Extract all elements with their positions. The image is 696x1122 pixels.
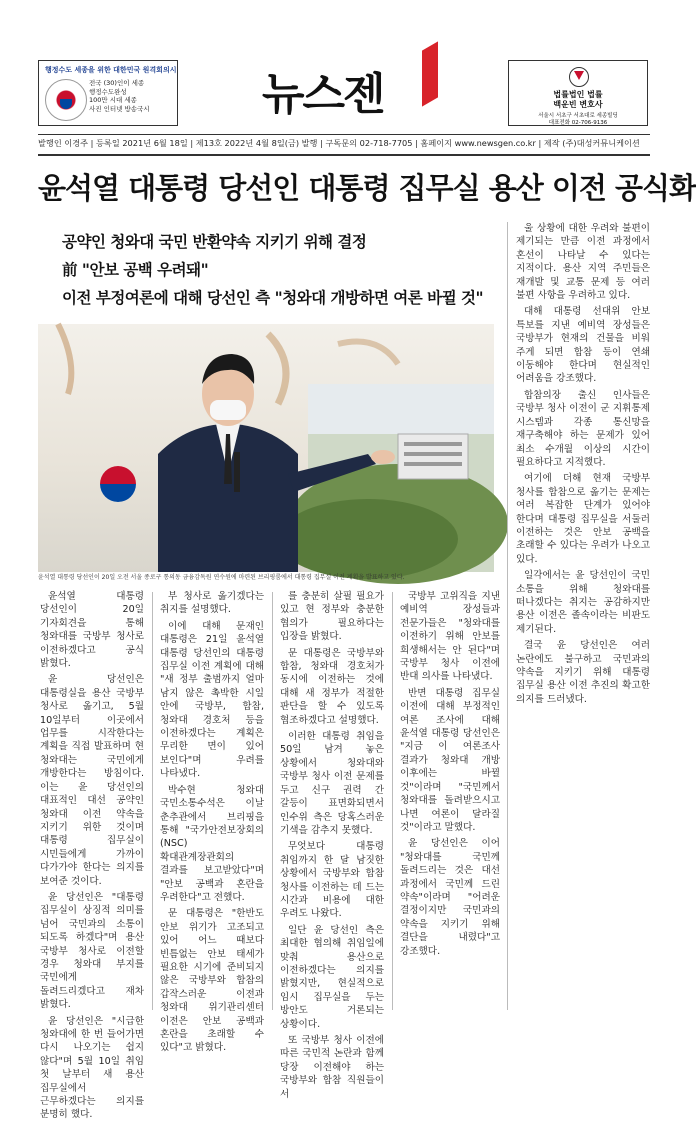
- column-divider: [272, 592, 273, 1010]
- paragraph: 윤 당선인은 "시급한 청와대에 한 번 들어가면 다시 나오기는 쉽지 않다"며 5월 10일 취임 첫 날부터 새 용산 집무실에서 근무하겠다는 의지를 분명히 했다.: [40, 1015, 144, 1121]
- paragraph: 반면 대통령 집무실 이전에 대해 부정적인 여론 조사에 대해 윤석열 대통령 당선인은 "지금 이 여론조사 결과가 청와대 개방 이후에는 바뀔 것"이라며 "국민께서 청와대를 돌려받으시고 나면 여론이 달라질 것"이라고 말했다.: [400, 687, 500, 833]
- photo-caption: 윤석열 대통령 당선인이 20일 오전 서울 종로구 통의동 금융감독원 연수원에 마련된 브리핑룸에서 대통령 집무실 이전 계획을 발표하고 있다.: [38, 574, 405, 581]
- ad-left-line: 사진 인터넷 방송국시: [89, 104, 150, 113]
- headline: 윤석열 대통령 당선인 대통령 집무실 용산 이전 공식화: [38, 171, 696, 205]
- article-column-3: [280, 590, 384, 1100]
- article-photo: [38, 324, 494, 572]
- paragraph: 일단 윤 당선인 측은 최대한 협의해 취임일에 맞춰 용산으로 이전하겠다는 의지를 밝혔지만, 현실적으로 임시 집무실을 두는 방안도 거론되는 상황이다.: [280, 924, 384, 1030]
- paragraph: 윤석열 대통령 당선인이 20일 기자회견을 통해 청와대를 국방부 청사로 이전하겠다고 공식 밝혔다.: [40, 591, 144, 670]
- paragraph: 박수현 청와대 국민소통수석은 이날 춘추관에서 브리핑을 통해 "국가안전보장회의(NSC) 확대관계장관회의 결과를 보고받았다"며 "안보 공백과 혼란을 우려한다"고 전했다.: [160, 784, 264, 903]
- paragraph: 문 대통령은 "한반도 안보 위기가 고조되고 있어 어느 때보다 빈틈없는 안보 태세가 필요한 시기에 준비되지 않은 국방부와 합참의 갑작스러운 이전과 청와대 위기관리센터 이전은 안보 공백과 혼란을 초래할 수 있다"고 밝혔다.: [160, 908, 264, 1054]
- column-divider: [392, 592, 393, 1010]
- paragraph: 국방부 고위직을 지낸 예비역 장성들과 전문가들은 "청와대를 이전하기 위해 안보를 희생해서는 안 된다"며 국방부 청사 이전에 반대 의사를 나타냈다.: [400, 591, 500, 683]
- article-column-2: [160, 590, 264, 1054]
- subhead: 이전 부정여론에 대해 당선인 측 "청와대 개방하면 여론 바뀔 것": [62, 288, 484, 307]
- seal-icon: [569, 67, 589, 87]
- ad-banner-left: [38, 60, 178, 126]
- paragraph: 대해 대통령 선대위 안보 특보를 지낸 예비역 장성들은 국방부가 현재의 건물을 비워 주게 되면 합참 등이 연쇄 이동해야 한다며 현실적인 어려움을 강조했다.: [516, 306, 650, 385]
- ad-left-line: 100만 시대 세종: [89, 96, 137, 105]
- paragraph: 울 상황에 대한 우려와 불편이 제기되는 만큼 이전 과정에서 혼선이 나타날 수 있다는 지적이다. 용산 지역 주민들은 재개발 및 교통 문제 등 여러 불편 사항을 우려하고 있다.: [516, 223, 650, 302]
- ad-right-line3: 서울시 서초구 서초대로 세종빌딩: [538, 113, 618, 119]
- paragraph: 또 국방부 청사 이전에 따른 국민적 논란과 함께 당장 이전해야 하는 국방부와 합참 직원들이 서: [280, 1035, 384, 1100]
- ad-right-line2: 백운빈 변호사: [553, 100, 603, 109]
- paragraph: 여기에 더해 현재 국방부 청사를 합참으로 옮기는 문제는 여러 복잡한 단계가 있어야 한다며 대통령 집무실을 서둘러 이전하는 것은 안보 공백을 초래할 수 있다는 우려가 나오고 있다.: [516, 473, 650, 565]
- ad-right-line1: 법률법인 법률: [553, 90, 603, 99]
- subheads: [62, 228, 502, 312]
- ad-banner-right: [508, 60, 648, 126]
- article-column-5: [516, 222, 650, 1012]
- paragraph: 이에 대해 문재인 대통령은 21일 윤석열 대통령 당선인의 대통령 집무실 이전 계획에 대해 "새 정부 출범까지 얼마 남지 않은 촉박한 시일 안에 국방부, 합참, 청와대 경호처 등을 이전하겠다는 계획은 무리한 면이 있어 보인다"며 우려를 나타냈다.: [160, 620, 264, 780]
- paragraph: 무엇보다 대통령 취임까지 한 달 남짓한 상황에서 국방부와 합참 청사를 이전하는 데 드는 시간과 비용에 대한 우려도 나왔다.: [280, 841, 384, 920]
- paragraph: 부 청사로 옮기겠다는 취지를 설명했다.: [160, 591, 264, 616]
- subhead: 前 "안보 공백 우려돼": [62, 260, 209, 279]
- divider: [38, 134, 650, 135]
- article-column-4: [400, 590, 500, 1010]
- ad-left-line: 행정수도완성: [89, 87, 127, 96]
- paragraph: 결국 윤 당선인은 여러 논란에도 불구하고 국민과의 약속을 지키기 위해 대통령 집무실 용산 이전 추진의 확고한 의지를 드러냈다.: [516, 640, 650, 705]
- paragraph: 문 대통령은 국방부와 합참, 청와대 경호처가 동시에 이전하는 것에 대해 새 정부가 적절한 판단을 할 수 있도록 협조하겠다고 설명했다.: [280, 647, 384, 726]
- subhead: 공약인 청와대 국민 반환약속 지키기 위해 결정: [62, 232, 367, 251]
- logo-mark-icon: [422, 41, 438, 106]
- photo-illustration: [38, 324, 494, 572]
- logo-text: 뉴스젠: [262, 69, 384, 120]
- divider: [38, 154, 650, 156]
- column-divider: [152, 592, 153, 1010]
- paragraph: 를 충분히 살필 필요가 있고 현 정부와 충분한 협의가 필요하다는 입장을 밝혔다.: [280, 591, 384, 643]
- paragraph: 윤 당선인은 이어 "청와대를 국민께 돌려드리는 것은 대선 과정에서 국민께 드린 약속"이라며 "어려운 결정이지만 국민과의 약속을 지키기 위해 결단을 내렸다"고 강조했다.: [400, 838, 500, 957]
- paragraph: 윤 당선인은 "대통령 집무실이 상징적 의미를 넘어 국민과의 소통이 되도록 하겠다"며 용산 국방부 청사로 이전할 경우 청와대 부지를 국민에게 돌려드리겠다고 재차 밝혔다.: [40, 891, 144, 1011]
- ad-left-lines: [89, 79, 173, 113]
- paragraph: 이러한 대통령 취임을 50일 남겨 놓은 상황에서 청와대와 국방부 청사 이전 문제를 두고 신구 권력 간 갈등이 표면화되면서 인수위 측은 당혹스러운 기색을 감추지 못했다.: [280, 731, 384, 836]
- ad-left-title: 행정수도 세종을 위한 대한민국 원격회의시: [45, 66, 177, 74]
- newspaper-logo: [262, 56, 442, 120]
- taegukgi-icon: [45, 79, 87, 121]
- masthead-info: 발행인 이경주 | 등록일 2021년 6월 18일 | 제13호 2022년 4월 8일(금) 발행 | 구독문의 02-718-7705 | 홈페이지 www.newsgen.co.kr | 제작 (주)대성커뮤니케이션: [38, 138, 640, 148]
- paragraph: 합참의장 출신 인사들은 국방부 청사 이전이 군 지휘통제 시스템과 각종 통신망을 재구축해야 하는 문제가 있어 최소 수개월 이상의 시간이 필요하다고 지적했다.: [516, 389, 650, 468]
- ad-right-line4: 대표전화 02-706-9136: [548, 120, 608, 126]
- ad-left-line: 전국 (30)인이 세종: [89, 79, 145, 87]
- paragraph: 윤 당선인은 대통령실을 용산 국방부 청사로 옮기고, 5월 10일부터 이곳에서 업무를 시작한다는 계획을 직접 발표하며 현 청와대는 국민에게 개방한다는 방침이다. 이는 윤 당선인의 대표적인 대선 공약인 청와대 이전 약속을 지키기 위한 것이며 대통령 집무실이 시민들에게 가까이 다가가야 한다는 의지를 보여준 것이다.: [40, 674, 144, 887]
- paragraph: 일각에서는 윤 당선인이 국민 소통을 위해 청와대를 떠나겠다는 취지는 공감하지만 용산 이전은 졸속이라는 비판도 제기된다.: [516, 570, 650, 635]
- column-divider: [507, 222, 508, 1010]
- article-column-1: [40, 590, 144, 1121]
